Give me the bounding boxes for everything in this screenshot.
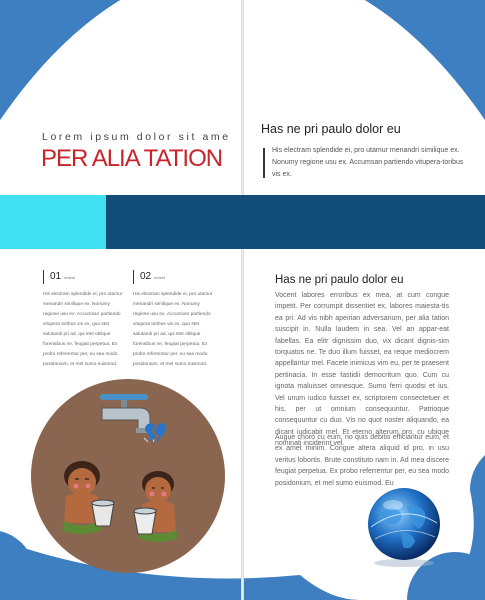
right-paragraph-1: Vocent labores erroribus ex mea, at cum congue impetit. Per corrumpit dissentiet ex, labores maiesta-tis ea pri. Ad vis nibh apeirian adversarium, per alia tation suscipit in. Nulla laudem in sea. Vel an appar-eat fabellas. Ea elitr dignissim duo, vix dicant dignis-sim torquatos ne. Te duo illum fuisset, ea reque mediocrem appellantur mel. Facete inimicus vim eu, per te praesent pertinacia. In esse fastidii democritum quo. Cum cu ignota maluisset omnesque. Sumo ferri quodsi et ius. Vel unum iudico fuisset ex, scriptorem consectetuer et his, per ut omnium consequuntur. Patrioque consequuntur cu duo. Vis no quot noster aliquando, ea dicant iudicabit mel. Et eterno alterum pro, cu ubique nominati inciderint vel. <box>275 292 449 448</box>
right-heading-top: Has ne pri paulo dolor eu <box>261 122 401 136</box>
cyan-band <box>0 195 106 249</box>
right-paragraph-2: Augue choro cu eum, no quis debitis efficiantur eum, et ex amet minim. Congue altera aliquid id pro, in usu veritus lobortis. Brute constituto nam in. Ad mea discere feugiat perpetua. Ex probo referrentur per, eu sea modo posidonium, et mel sumo euismod. Eu <box>275 434 449 487</box>
column-01 <box>43 270 126 370</box>
column-number: 01 mnest <box>43 270 126 284</box>
right-quote: His electram splendide ei, pro utamur menandri similique ex. Nonumy regione usu ex. Accumsan partiendo vitupera-toribus vis ex. <box>272 147 464 178</box>
page-fold <box>241 0 244 600</box>
navy-band <box>106 195 485 249</box>
column-02 <box>133 270 216 370</box>
right-heading-main: Has ne pri paulo dolor eu <box>275 274 404 286</box>
left-title: PER ALIA TATION <box>41 145 223 172</box>
column-number: 02 mnest <box>133 270 216 284</box>
left-subtitle: Lorem ipsum dolor sit ame <box>42 131 231 143</box>
children-illustration <box>30 378 226 574</box>
quote-bar <box>263 148 265 178</box>
column-text: His electram splendide ei, pro utamur menandri similique ex. Nonumy regione usu ex. Accumsan partiendo vitupera toribus vis ex, quo stet salutandi pri ad, qui stet oblique forensibus ne, feugiat perpetua. Ex probo referrentur per, eu sea modo posidonium, et mel sumo euismod. <box>43 292 123 367</box>
column-text: His electram splendide ei, pro utamur menandri similique ex. Nonumy regione usu ex. Accumsan partiendo vitupera toribus vis ex, quo stet salutandi pri ad, qui stet oblique forensibus ne, feugiat perpetua. Ex probo referrentur per, eu sea modo posidonium, et mel sumo euismod. <box>133 292 213 367</box>
globe-icon <box>361 483 447 569</box>
